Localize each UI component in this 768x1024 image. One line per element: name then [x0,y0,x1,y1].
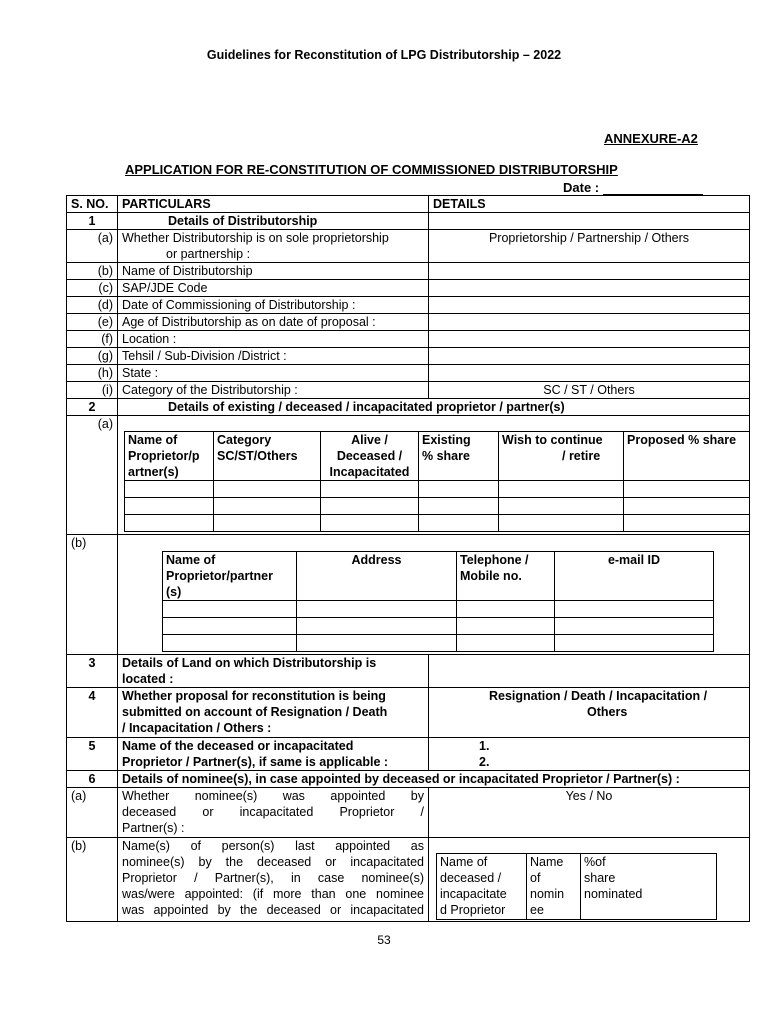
section-5-details-line1: 1. [479,739,490,753]
col-proposed-share-header [624,432,750,481]
col-share-line3: nominated [584,887,643,901]
cell[interactable] [163,601,297,618]
row-1h-number: (h) [67,365,118,382]
proprietor-contact-header-row [163,552,714,601]
cell[interactable] [555,601,714,618]
cell[interactable] [624,515,750,532]
row-1g-text: Tehsil / Sub-Division /District : [118,348,429,365]
table-row [125,498,750,515]
col-deceased-line3: incapacitate [440,887,507,901]
cell[interactable] [555,635,714,652]
col-name-header [125,432,214,481]
date-blank[interactable] [603,182,703,195]
section-5-line1: Name of the deceased or incapacitated [122,739,354,753]
row-1f-text: Location : [118,331,429,348]
col-name-line3: artner(s) [128,465,179,479]
row-1a [67,230,750,263]
row-1h [67,365,750,382]
row-1h-text: State : [118,365,429,382]
col-name-line2: Proprietor/p [128,449,200,463]
row-1a-line1: Whether Distributorship is on sole proprietorship [122,231,389,245]
cell[interactable] [297,618,457,635]
cell[interactable] [457,635,555,652]
section-1-row [67,213,750,230]
row-6b-line4: was/were appointed: (if more than one nominee [122,887,424,901]
section-3-text [118,655,429,688]
row-1i-text: Category of the Distributorship : [118,382,429,399]
section-3-line2: located : [122,672,174,686]
section-6-row [67,771,750,788]
row-1f-details[interactable] [429,331,750,348]
col-nominee-line4: ee [530,903,544,917]
col-existing-line1: Existing [422,433,471,447]
row-1a-line2: or partnership : [166,247,251,261]
cell[interactable] [214,481,321,498]
cell[interactable] [499,515,624,532]
col-wish-line1: Wish to continue [502,433,603,447]
row-1i [67,382,750,399]
row-1b-details[interactable] [429,263,750,280]
cell[interactable] [163,635,297,652]
row-6b-number: (b) [67,838,118,922]
col-nominee-name-header [527,854,581,920]
row-1f-number: (f) [67,331,118,348]
row-2a-content [118,416,750,535]
details-header: DETAILS [429,196,750,213]
section-4-details-line1: Resignation / Death / Incapacitation / [489,689,708,703]
col-share-header [581,854,717,920]
cell[interactable] [125,481,214,498]
row-1e [67,314,750,331]
cell[interactable] [624,498,750,515]
cell[interactable] [419,498,499,515]
cell[interactable] [321,481,419,498]
row-6b-line2: nominee(s) by the deceased or incapacitated [122,855,424,869]
section-4-details-line2: Others [587,705,628,719]
col-proposed-line1: Proposed % share [627,433,737,447]
col-nominee-line2: of [530,871,541,885]
row-1d-text: Date of Commissioning of Distributorship : [118,297,429,314]
page-number: 53 [377,933,391,947]
col-deceased-line1: Name of [440,855,488,869]
col-pname-line1: Name of [166,553,216,567]
table-row [163,618,714,635]
row-1c-text: SAP/JDE Code [118,280,429,297]
section-1-number: 1 [67,213,118,230]
row-1g-details[interactable] [429,348,750,365]
table-row [125,481,750,498]
row-6a-line2: deceased or incapacitated Proprietor / [122,805,424,819]
application-form-table [66,195,750,922]
col-wish-header [499,432,624,481]
section-1-title: Details of Distributorship [118,213,429,230]
col-nominee-line3: nomin [530,887,565,901]
cell[interactable] [125,498,214,515]
cell[interactable] [125,515,214,532]
row-6b-line3: Proprietor / Partner(s), in case nominee(s) [122,871,424,885]
date-field [563,180,703,195]
row-6a-number: (a) [67,788,118,838]
col-share-line1: %of [584,855,606,869]
row-1c [67,280,750,297]
col-share-line2: share [584,871,616,885]
row-1a-text [118,230,429,263]
row-1b [67,263,750,280]
cell[interactable] [214,498,321,515]
cell[interactable] [297,635,457,652]
section-2-title: Details of existing / deceased / incapacitated proprietor / partner(s) [118,399,750,416]
table-row [163,601,714,618]
row-1d-number: (d) [67,297,118,314]
row-6a-line1: Whether nominee(s) was appointed by [122,789,424,803]
row-1e-number: (e) [67,314,118,331]
col-telephone-line1: Telephone / [460,553,529,567]
row-6a-text [118,788,429,838]
section-4-line2: submitted on account of Resignation / Death [122,705,388,719]
row-6b-text [118,838,429,922]
row-1g-number: (g) [67,348,118,365]
col-existing-share-header [419,432,499,481]
row-1i-details[interactable]: SC / ST / Others [429,382,750,399]
col-telephone-header [457,552,555,601]
col-telephone-line2: Mobile no. [460,569,522,583]
col-status-line2: Deceased / [336,449,403,463]
section-4-details[interactable] [429,688,750,738]
section-6-number: 6 [67,771,118,788]
col-wish-line2: / retire [562,449,601,463]
section-3-line1: Details of Land on which Distributorship is [122,656,377,670]
col-category-line2: SC/ST/Others [217,449,298,463]
col-deceased-line4: d Proprietor [440,903,506,917]
table-row [125,515,750,532]
cell[interactable] [457,601,555,618]
row-1b-text: Name of Distributorship [118,263,429,280]
col-pname-line2: Proprietor/partner [166,569,273,583]
row-2b [67,535,750,655]
row-1g [67,348,750,365]
col-email-line1: e-mail ID [607,553,661,567]
page-header: Guidelines for Reconstitution of LPG Distributorship – 2022 [206,48,562,62]
section-2-number: 2 [67,399,118,416]
col-status-line1: Alive / [351,433,388,447]
col-status-header [321,432,419,481]
cell[interactable] [457,618,555,635]
row-1h-details[interactable] [429,365,750,382]
row-1b-number: (b) [67,263,118,280]
section-1-details[interactable] [429,213,750,230]
table-row [163,635,714,652]
col-nominee-line1: Name [530,855,564,869]
proprietor-status-table [124,431,749,532]
col-category-line1: Category [217,433,272,447]
section-6-title: Details of nominee(s), in case appointed by deceased or incapacitated Proprietor / Partner(s) : [118,771,750,788]
col-existing-line2: % share [422,449,470,463]
row-6a [67,788,750,838]
cell[interactable] [419,515,499,532]
cell[interactable] [297,601,457,618]
nominee-header-row [437,854,717,920]
row-1d [67,297,750,314]
row-1c-number: (c) [67,280,118,297]
col-address-line1: Address [351,553,402,567]
section-4-line1: Whether proposal for reconstitution is being [122,689,386,703]
row-6b-line5: was appointed by the deceased or incapacitated [122,903,424,917]
section-5-details[interactable] [429,738,750,771]
col-email-header [555,552,714,601]
row-1a-details[interactable]: Proprietorship / Partnership / Others [429,230,750,263]
col-deceased-line2: deceased / [440,871,502,885]
cell[interactable] [499,498,624,515]
row-2b-number: (b) [67,535,118,655]
section-4-row [67,688,750,738]
col-address-header [297,552,457,601]
section-3-number: 3 [67,655,118,688]
row-1e-details[interactable] [429,314,750,331]
cell[interactable] [419,481,499,498]
cell[interactable] [555,618,714,635]
row-6b-details [429,838,750,922]
cell[interactable] [321,515,419,532]
cell[interactable] [214,515,321,532]
particulars-header: PARTICULARS [118,196,429,213]
row-1a-number: (a) [67,230,118,263]
col-name-line1: Name of [128,433,178,447]
annexure-label: ANNEXURE-A2 [604,131,698,146]
section-5-text [118,738,429,771]
section-5-number: 5 [67,738,118,771]
section-4-number: 4 [67,688,118,738]
form-title: APPLICATION FOR RE-CONSTITUTION OF COMMISSIONED DISTRIBUTORSHIP [125,162,618,177]
date-label: Date : [563,180,600,195]
row-6a-line3: Partner(s) : [122,821,185,835]
row-6a-details[interactable]: Yes / No [429,788,750,838]
section-4-line3: / Incapacitation / Others : [122,721,272,735]
col-pname-line3: (s) [166,585,182,599]
section-4-text [118,688,429,738]
section-5-details-line2: 2. [479,755,490,769]
section-5-line2: Proprietor / Partner(s), if same is applicable : [122,755,389,769]
nominee-table [436,853,717,920]
section-2-row [67,399,750,416]
row-2a [67,416,750,535]
proprietor-contact-table [162,551,714,652]
section-3-details[interactable] [429,655,750,688]
col-category-header [214,432,321,481]
row-6b-line1: Name(s) of person(s) last appointed as [122,839,424,853]
cell[interactable] [163,618,297,635]
col-proprietor-name-header [163,552,297,601]
table-header-row [67,196,750,213]
row-6b [67,838,750,922]
row-2a-number: (a) [67,416,118,535]
row-1c-details[interactable] [429,280,750,297]
row-1i-number: (i) [67,382,118,399]
proprietor-status-header-row [125,432,750,481]
row-1d-details[interactable] [429,297,750,314]
cell[interactable] [499,481,624,498]
cell[interactable] [321,498,419,515]
cell[interactable] [624,481,750,498]
section-5-row [67,738,750,771]
col-status-line3: Incapacitated [329,465,410,479]
row-1f [67,331,750,348]
sno-header: S. NO. [67,196,118,213]
row-2b-content [118,535,750,655]
section-3-row [67,655,750,688]
row-1e-text: Age of Distributorship as on date of proposal : [118,314,429,331]
col-deceased-name-header [437,854,527,920]
